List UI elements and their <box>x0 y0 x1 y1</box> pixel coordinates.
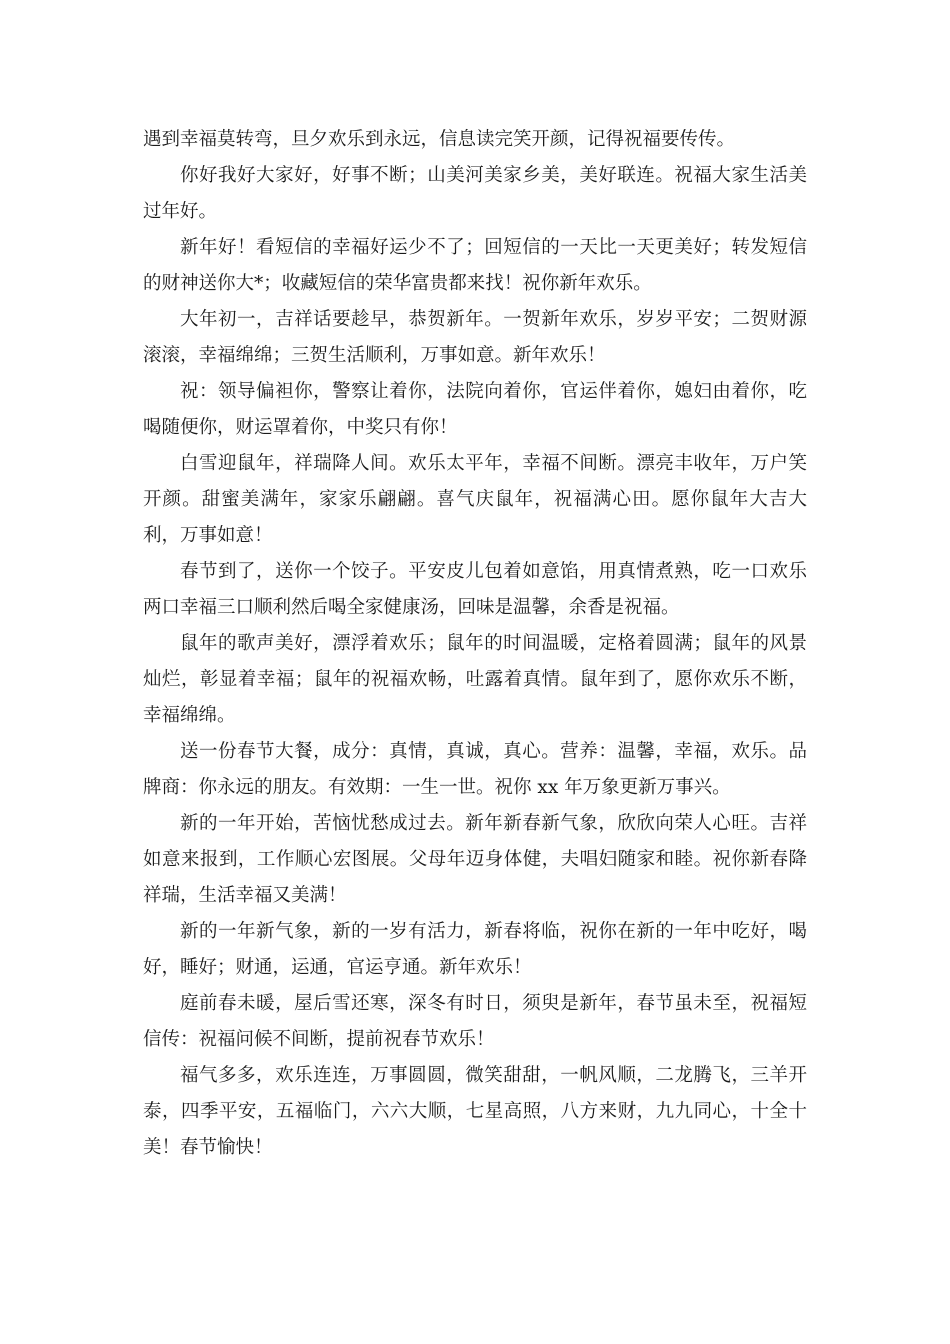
paragraph: 你好我好大家好，好事不断；山美河美家乡美，美好联连。祝福大家生活美过年好。 <box>143 165 807 222</box>
paragraph: 新的一年新气象，新的一岁有活力，新春将临，祝你在新的一年中吃好，喝好，睡好；财通，运通，官运亨通。新年欢乐！ <box>143 921 807 978</box>
document-body <box>143 122 807 1166</box>
paragraph: 白雪迎鼠年，祥瑞降人间。欢乐太平年，幸福不间断。漂亮丰收年，万户笑开颜。甜蜜美满年，家家乐翩翩。喜气庆鼠年，祝福满心田。愿你鼠年大吉大利，万事如意！ <box>143 453 807 546</box>
paragraph: 送一份春节大餐，成分：真情，真诚，真心。营养：温馨，幸福，欢乐。品牌商：你永远的朋友。有效期：一生一世。祝你 xx 年万象更新万事兴。 <box>143 741 807 798</box>
paragraph: 鼠年的歌声美好，漂浮着欢乐；鼠年的时间温暖，定格着圆满；鼠年的风景灿烂，彰显着幸福；鼠年的祝福欢畅，吐露着真情。鼠年到了，愿你欢乐不断，幸福绵绵。 <box>143 633 807 726</box>
paragraph: 新的一年开始，苦恼忧愁成过去。新年新春新气象，欣欣向荣人心旺。吉祥如意来报到，工作顺心宏图展。父母年迈身体健，夫唱妇随家和睦。祝你新春降祥瑞，生活幸福又美满！ <box>143 813 807 906</box>
paragraph-continued: 遇到幸福莫转弯，旦夕欢乐到永远，信息读完笑开颜，记得祝福要传传。 <box>143 129 736 150</box>
paragraph: 春节到了，送你一个饺子。平安皮儿包着如意馅，用真情煮熟，吃一口欢乐两口幸福三口顺利然后喝全家健康汤，回味是温馨，余香是祝福。 <box>143 561 807 618</box>
paragraph: 大年初一，吉祥话要趁早，恭贺新年。一贺新年欢乐，岁岁平安；二贺财源滚滚，幸福绵绵；三贺生活顺利，万事如意。新年欢乐！ <box>143 309 807 366</box>
paragraph: 新年好！看短信的幸福好运少不了；回短信的一天比一天更美好；转发短信的财神送你大*；收藏短信的荣华富贵都来找！祝你新年欢乐。 <box>143 237 807 294</box>
paragraph: 庭前春未暖，屋后雪还寒，深冬有时日，须臾是新年，春节虽未至，祝福短信传：祝福问候不间断，提前祝春节欢乐！ <box>143 993 807 1050</box>
paragraph: 祝：领导偏袒你，警察让着你，法院向着你，官运伴着你，媳妇由着你，吃喝随便你，财运罩着你，中奖只有你！ <box>143 381 807 438</box>
paragraph: 福气多多，欢乐连连，万事圆圆，微笑甜甜，一帆风顺，二龙腾飞，三羊开泰，四季平安，五福临门，六六大顺，七星高照，八方来财，九九同心，十全十美！春节愉快！ <box>143 1065 807 1158</box>
